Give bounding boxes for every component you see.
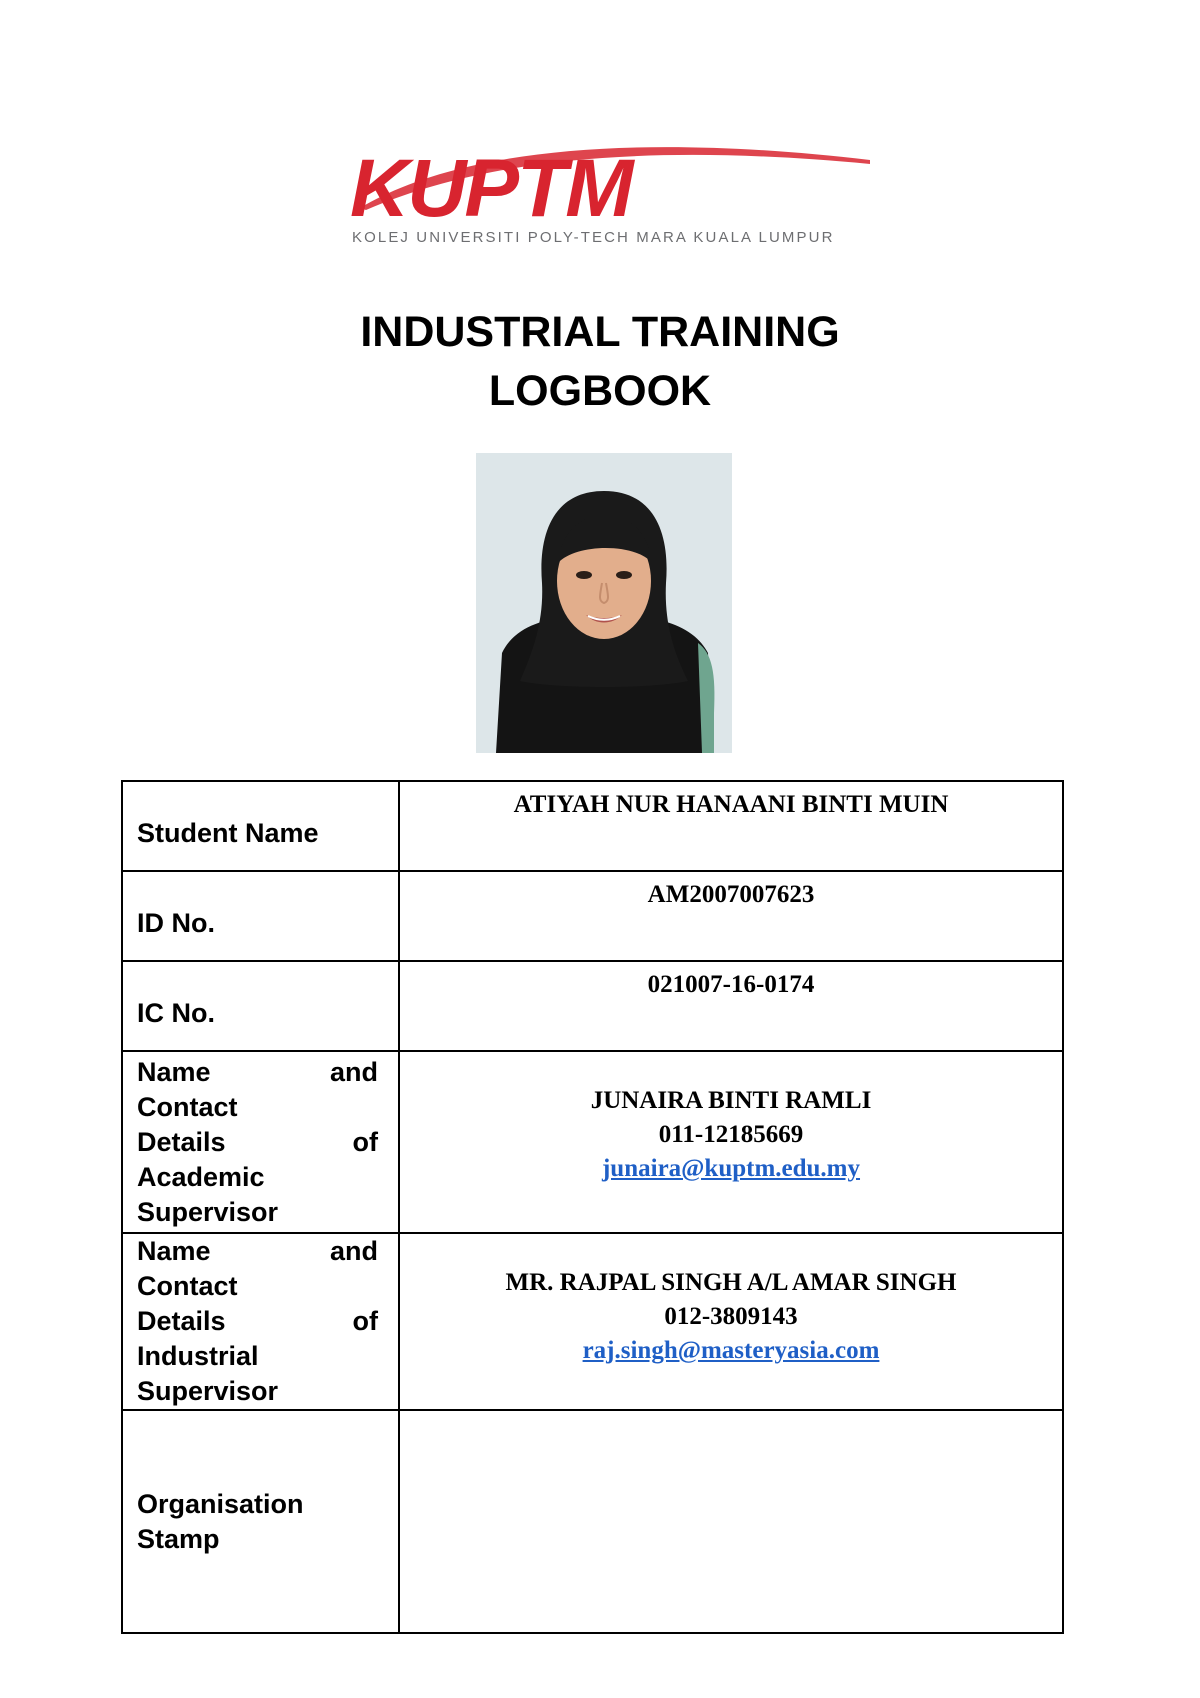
page-title-line-1: INDUSTRIAL TRAINING xyxy=(360,308,840,356)
academic-supervisor-email-link[interactable]: junaira@kuptm.edu.my xyxy=(601,1155,861,1182)
academic-supervisor-value xyxy=(399,1051,1063,1233)
student-info-table xyxy=(121,780,1064,1634)
student-name-value: ATIYAH NUR HANAANI BINTI MUIN xyxy=(399,781,1063,871)
id-label: ID No. xyxy=(122,871,399,961)
table-row-student-name xyxy=(122,781,1063,871)
table-row-id xyxy=(122,871,1063,961)
table-row-organisation-stamp xyxy=(122,1410,1063,1633)
student-name-label: Student Name xyxy=(122,781,399,871)
industrial-supervisor-label: Name and Contact Details of Industrial Supervisor xyxy=(122,1233,399,1410)
industrial-supervisor-phone: 012-3809143 xyxy=(664,1303,798,1330)
industrial-supervisor-name: MR. RAJPAL SINGH A/L AMAR SINGH xyxy=(505,1269,957,1296)
industrial-supervisor-email-link[interactable]: raj.singh@masteryasia.com xyxy=(582,1337,880,1364)
ic-value: 021007-16-0174 xyxy=(399,961,1063,1051)
organisation-stamp-area xyxy=(399,1410,1063,1633)
table-row-industrial-supervisor xyxy=(122,1233,1063,1410)
student-portrait-icon xyxy=(476,453,732,753)
academic-supervisor-label: Name and Contact Details of Academic Supervisor xyxy=(122,1051,399,1233)
logo-wordmark: KUPTM xyxy=(350,143,632,234)
id-value: AM2007007623 xyxy=(399,871,1063,961)
student-photo xyxy=(476,453,732,753)
table-row-academic-supervisor xyxy=(122,1051,1063,1233)
kuptm-logo xyxy=(340,138,880,248)
organisation-stamp-label: Organisation Stamp xyxy=(122,1410,399,1633)
ic-label: IC No. xyxy=(122,961,399,1051)
academic-supervisor-phone: 011-12185669 xyxy=(658,1121,804,1148)
table-row-ic xyxy=(122,961,1063,1051)
logo-tagline: KOLEJ UNIVERSITI POLY-TECH MARA KUALA LUMPUR xyxy=(352,229,835,246)
industrial-supervisor-value xyxy=(399,1233,1063,1410)
academic-supervisor-name: JUNAIRA BINTI RAMLI xyxy=(590,1087,872,1114)
page-title-line-2: LOGBOOK xyxy=(488,367,712,415)
